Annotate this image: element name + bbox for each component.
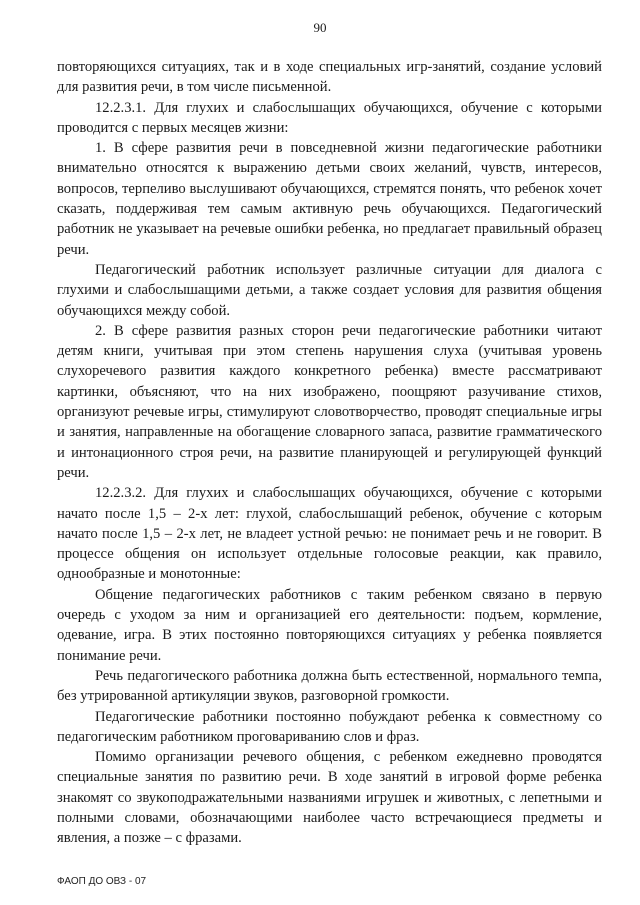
page-number: 90: [313, 20, 327, 35]
paragraph-continuation: повторяющихся ситуациях, так и в ходе специальных игр-занятий, создание условий для развития речи, в том числе письменной.: [57, 59, 602, 96]
document-footer: ФАОП ДО ОВЗ - 07: [57, 876, 147, 887]
paragraph-joint-speaking: Педагогические работники постоянно побуждают ребенка к совместному со педагогическим работником проговариванию слов и фраз.: [57, 708, 602, 745]
paragraph-dialogue-situations: Педагогический работник использует различные ситуации для диалога с глухими и слабослышащими детьми, а также создает условия для развития общения обучающихся между собой.: [57, 261, 602, 319]
paragraph-communication: Общение педагогических работников с таким ребенком связано в первую очередь с уходом за ним и организацией его деятельности: подъем, кормление, одевание, игра. В этих постоянно повторяющихся ситуациях у ребенка появляется понимание речи.: [57, 586, 602, 664]
document-body: [57, 57, 602, 849]
paragraph-speech-lessons: Помимо организации речевого общения, с ребенком ежедневно проводятся специальные занятия по развитию речи. В ходе занятий в игровой форме ребенка знакомят со звукоподражательными названиями игрушек и животных, с лепетными и полными словами, обозначающими наиболее часто встречающиеся предметы и явления, а позже – с фразами.: [57, 749, 602, 847]
paragraph-section-12-2-3-1: 12.2.3.1. Для глухих и слабослышащих обучающихся, обучение с которыми проводится с первых месяцев жизни:: [57, 99, 602, 136]
paragraph-item-2: 2. В сфере развития разных сторон речи педагогические работники читают детям книги, учитывая при этом степень нарушения слуха (учитывая уровень слухоречевого развития каждого конкретного ребенка) вместе рассматривают картинки, объясняют, что на них изображено, поощряют разучивание стихов, организуют речевые игры, стимулируют словотворчество, проводят специальные игры и занятия, направленные на обогащение словарного запаса, развитие грамматического и интонационного строя речи, на развитие планирующей и регулирующей функций речи.: [57, 322, 602, 481]
paragraph-speech-of-teacher: Речь педагогического работника должна быть естественной, нормального темпа, без утрированной артикуляции звуков, разговорной громкости.: [57, 667, 602, 705]
paragraph-section-12-2-3-2: 12.2.3.2. Для глухих и слабослышащих обучающихся, обучение с которыми начато после 1,5 – 2-х лет: глухой, слабослышащий ребенок, обучение с которым начато после 1,5 – 2-х лет, не владеет устной речью: не понимает речь и не говорит. В процессе общения он использует отдельные голосовые реакции, как правило, однообразные и монотонные:: [57, 485, 602, 583]
paragraph-item-1: 1. В сфере развития речи в повседневной жизни педагогические работники внимательно относятся к выражению детьми своих желаний, чувств, интересов, вопросов, терпеливо выслушивают обучающихся, стремятся понять, что ребенок хочет сказать, поддерживая тем самым активную речь обучающихся. Педагогический работник не указывает на речевые ошибки ребенка, но предлагает правильный образец речи.: [57, 140, 602, 258]
